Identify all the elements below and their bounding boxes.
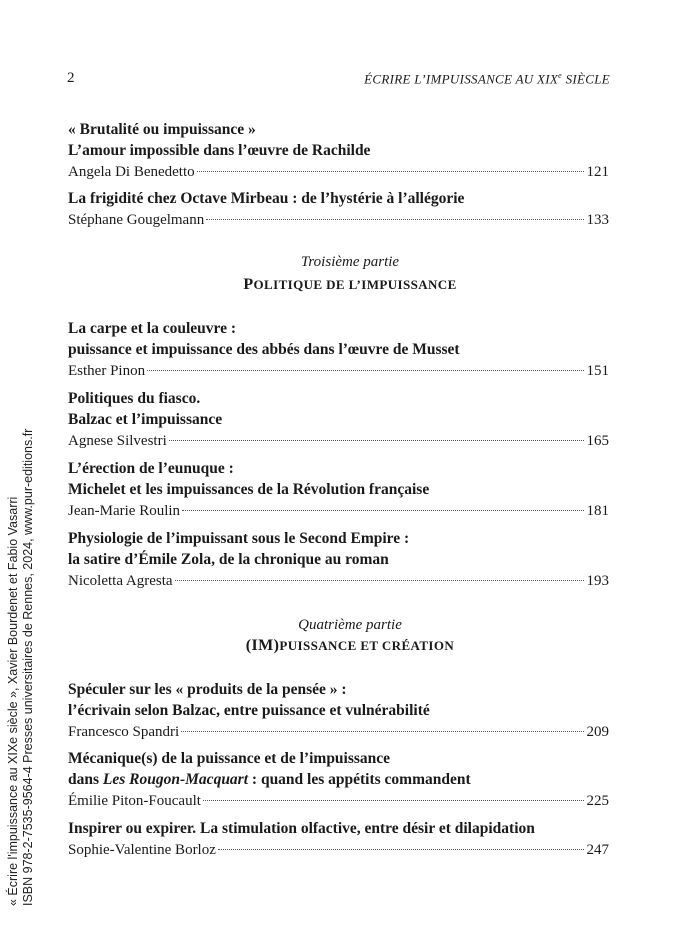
entry-page-number: 133 xyxy=(586,212,609,228)
entry-title: L’érection de l’eunuque : xyxy=(68,460,234,477)
part-title-prefix: (IM) xyxy=(245,637,280,654)
side-credit-line: « Écrire l'impuissance au XIXe siècle », Xavier Bourdenet et Fabio Vasarri xyxy=(6,496,20,906)
entry-author: Esther Pinon xyxy=(68,363,146,379)
entry-title-suffix: : quand les appétits commandent xyxy=(248,771,471,788)
toc-entry xyxy=(68,528,609,592)
dot-leader xyxy=(175,580,584,581)
entry-page-number: 247 xyxy=(586,842,609,858)
entry-page-number: 181 xyxy=(586,503,609,519)
entry-title: Politiques du fiasco. xyxy=(68,390,201,407)
dot-leader xyxy=(197,171,584,172)
toc-entry xyxy=(68,818,609,861)
entry-title: Inspirer ou expirer. La stimulation olfactive, entre désir et dilapidation xyxy=(68,820,535,837)
entry-title: Michelet et les impuissances de la Révolution française xyxy=(68,481,430,498)
toc-entry xyxy=(68,188,609,231)
entry-page-number: 225 xyxy=(586,793,609,809)
part-label: Quatrième partie xyxy=(298,617,402,633)
entry-title: puissance et impuissance des abbés dans l’œuvre de Musset xyxy=(68,341,460,358)
dot-leader xyxy=(206,219,583,220)
entry-author-line xyxy=(68,161,609,183)
toc-entry xyxy=(68,318,609,382)
entry-title: la satire d’Émile Zola, de la chronique au roman xyxy=(68,551,389,568)
entry-author-line xyxy=(68,500,609,522)
entry-author-line xyxy=(68,430,609,452)
entry-title: l’écrivain selon Balzac, entre puissance et vulnérabilité xyxy=(68,702,430,719)
entry-title: « Brutalité ou impuissance » xyxy=(68,121,256,138)
entry-title: La frigidité chez Octave Mirbeau : de l’hystérie à l’allégorie xyxy=(68,190,465,207)
side-credit-line: ISBN 978-2-7535-9564-4 Presses universitaires de Rennes, 2024, www.pur-editions.fr xyxy=(21,428,35,906)
entry-author: Sophie-Valentine Borloz xyxy=(68,842,216,858)
entry-author: Jean-Marie Roulin xyxy=(68,503,181,519)
entry-title: La carpe et la couleuvre : xyxy=(68,320,237,337)
entry-title: Physiologie de l’impuissant sous le Second Empire : xyxy=(68,530,410,547)
entry-title-work: Les Rougon-Macquart xyxy=(102,771,249,788)
toc-entry xyxy=(68,388,609,452)
running-head-superscript: e xyxy=(558,71,563,80)
part-title-rest: PUISSANCE ET CRÉATION xyxy=(279,638,455,653)
toc-entry xyxy=(68,748,609,812)
entry-author-line xyxy=(68,721,609,743)
part-title xyxy=(0,637,700,655)
entry-author-line xyxy=(68,209,609,231)
entry-title: L’amour impossible dans l’œuvre de Rachilde xyxy=(68,142,371,159)
part-title xyxy=(0,276,700,294)
entry-author: Agnese Silvestri xyxy=(68,433,167,449)
entry-author: Angela Di Benedetto xyxy=(68,164,195,180)
running-head-text-end: SIÈCLE xyxy=(562,71,610,87)
dot-leader xyxy=(169,440,584,441)
dot-leader xyxy=(218,849,584,850)
entry-page-number: 193 xyxy=(586,573,609,589)
side-credit xyxy=(6,426,36,906)
part-title-rest: OLITIQUE DE L’IMPUISSANCE xyxy=(253,277,457,292)
running-head-text: ÉCRIRE L’IMPUISSANCE AU XIX xyxy=(364,71,559,87)
part-title-initial: P xyxy=(243,276,254,293)
dot-leader xyxy=(182,510,583,511)
running-head xyxy=(364,71,610,87)
toc-entry xyxy=(68,679,609,743)
entry-title-prefix: dans xyxy=(68,771,103,788)
entry-author-line xyxy=(68,570,609,592)
entry-author-line xyxy=(68,790,609,812)
dot-leader xyxy=(147,370,583,371)
entry-author: Stéphane Gougelmann xyxy=(68,212,205,228)
entry-page-number: 209 xyxy=(586,724,609,740)
entry-page-number: 121 xyxy=(586,164,609,180)
entry-page-number: 151 xyxy=(586,363,609,379)
dot-leader xyxy=(203,800,584,801)
entry-author: Nicoletta Agresta xyxy=(68,573,173,589)
entry-author-line xyxy=(68,360,609,382)
page-number: 2 xyxy=(67,70,75,86)
toc-entry xyxy=(68,458,609,522)
entry-author: Émilie Piton-Foucault xyxy=(68,793,201,809)
entry-title xyxy=(68,769,609,790)
entry-author-line xyxy=(68,839,609,861)
entry-title: Mécanique(s) de la puissance et de l’impuissance xyxy=(68,750,391,767)
entry-author: Francesco Spandri xyxy=(68,724,180,740)
toc-entry xyxy=(68,119,609,183)
part-label: Troisième partie xyxy=(300,254,400,270)
entry-title: Spéculer sur les « produits de la pensée » : xyxy=(68,681,347,698)
entry-title: Balzac et l’impuissance xyxy=(68,411,223,428)
dot-leader xyxy=(181,731,583,732)
entry-page-number: 165 xyxy=(586,433,609,449)
